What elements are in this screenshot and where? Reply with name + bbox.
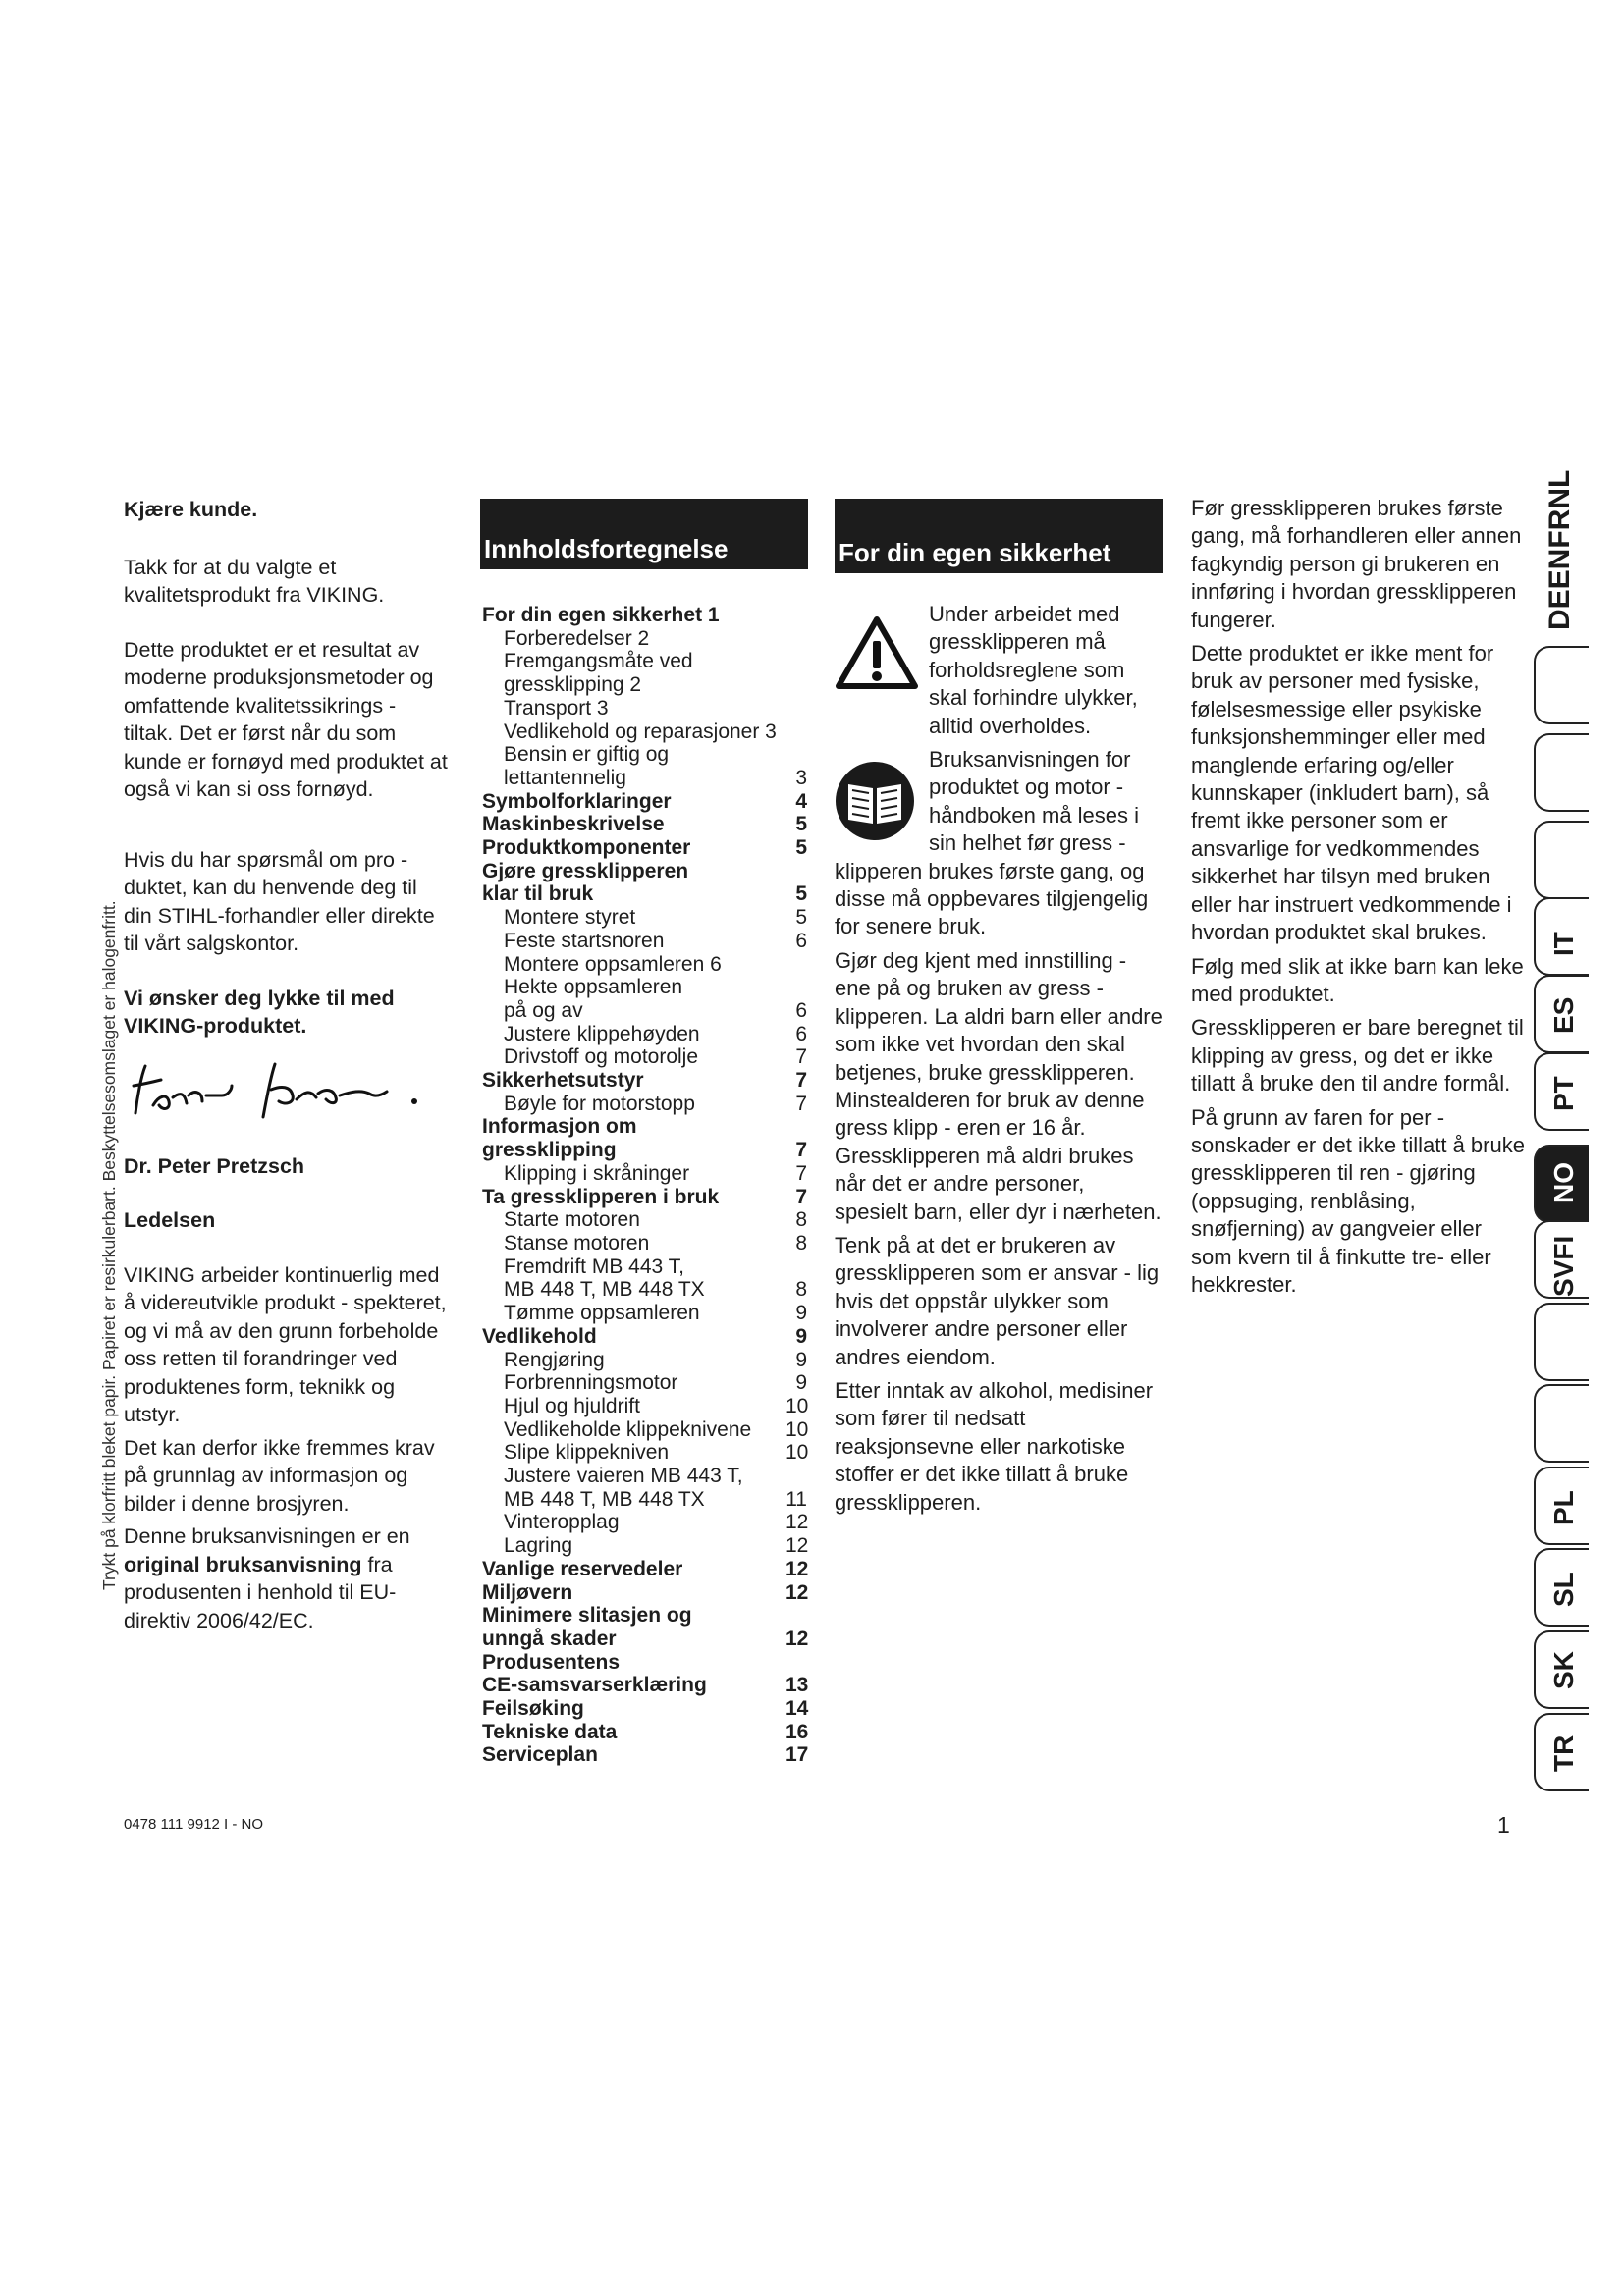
toc-entry-title: Lagring	[504, 1534, 573, 1558]
toc-entry-page	[785, 976, 807, 999]
letter-p5: Det kan derfor ikke fremmes krav på grunnlag av informasjon og bilder i denne brosjyren.	[124, 1435, 435, 1516]
toc-entry-page	[785, 1465, 807, 1488]
toc-entry	[482, 1045, 807, 1069]
toc-entry-title: gressklipping	[482, 1139, 617, 1162]
toc-entry	[482, 650, 807, 673]
toc-entry-title: Feste startsnoren	[504, 929, 665, 952]
toc-entry	[482, 790, 807, 814]
letter-p4: VIKING arbeider kontinuerlig med å videreutvikle produkt - spekteret, og vi må av den grunn forbeholde oss retten til forandringer ved produktenes form, teknikk og utstyr.	[124, 1262, 447, 1426]
language-tab[interactable]	[1534, 897, 1589, 976]
toc-entry	[482, 697, 807, 721]
language-tab[interactable]	[1534, 1467, 1589, 1545]
language-tab-label: NO	[1548, 1162, 1579, 1203]
toc-entry-page	[785, 953, 807, 977]
greeting: Kjære kunde.	[124, 498, 258, 521]
language-tab[interactable]	[1534, 1384, 1589, 1463]
toc-entry-page: 11	[785, 1487, 807, 1511]
language-tab-label: IT	[1548, 932, 1579, 956]
toc-entry-title: Maskinbeskrivelse	[482, 813, 665, 836]
language-tab-label: PT	[1548, 1076, 1579, 1111]
col4-p5: På grunn av faren for per - sonskader er det ikke tillatt å bruke gressklipperen til ren - gjøring (oppsuging, renblåsing, snøfjerning) av gangveier eller som kvern til å finkutte tre- eller hekkrester.	[1191, 1104, 1525, 1297]
document-code: 0478 111 9912 I - NO	[124, 1816, 264, 1833]
toc-entry-title: Produktkomponenter	[482, 836, 691, 860]
table-of-contents	[482, 604, 807, 1767]
toc-entry-page	[785, 1604, 807, 1628]
toc-entry-title: Serviceplan	[482, 1743, 598, 1767]
safety-p5: Etter inntak av alkohol, medisiner som fører til nedsatt reaksjonsevne eller narkotiske stoffer er det ikke tillatt å bruke gressklipperen.	[835, 1377, 1154, 1515]
toc-entry	[482, 1581, 807, 1605]
toc-entry-page: 5	[795, 906, 807, 930]
safety-column-2	[1191, 495, 1525, 1305]
toc-entry-title: Klipping i skråninger	[504, 1161, 690, 1185]
col4-p4: Gressklipperen er bare beregnet til klipping av gress, og det er ikke tillatt å bruke den til andre formål.	[1191, 1015, 1524, 1096]
toc-entry	[482, 1721, 807, 1744]
toc-entry-page: 8	[795, 1208, 807, 1232]
toc-entry-page: 6	[795, 998, 807, 1022]
language-tab[interactable]	[1534, 1220, 1589, 1299]
toc-entry	[482, 1093, 807, 1116]
toc-entry-page: 7	[795, 1161, 807, 1185]
toc-entry	[482, 1511, 807, 1534]
toc-entry-page: 7	[795, 1069, 807, 1093]
toc-entry-title: gressklipping 2	[504, 673, 642, 697]
toc-entry	[482, 767, 807, 790]
toc-entry-title: Montere oppsamleren 6	[504, 952, 722, 976]
toc-entry-title: Bøyle for motorstopp	[504, 1092, 695, 1115]
toc-entry-title: Minimere slitasjen og	[482, 1604, 692, 1628]
toc-entry-page: 7	[795, 1045, 807, 1069]
toc-entry-page	[785, 860, 807, 883]
toc-entry	[482, 953, 807, 977]
toc-entry-title: Bensin er giftig og	[504, 743, 670, 767]
toc-entry-page: 13	[785, 1674, 809, 1697]
toc-entry-title: MB 448 T, MB 448 TX	[504, 1278, 705, 1302]
toc-entry-title: Hjul og hjuldrift	[504, 1394, 640, 1417]
toc-entry	[482, 673, 807, 697]
safety-p1: Under arbeidet med gressklipperen må forholdsreglene som skal forhindre ulykker, alltid overholdes.	[929, 602, 1138, 738]
toc-entry-title: Vedlikehold og reparasjoner 3	[504, 720, 777, 743]
language-tab[interactable]	[1534, 1630, 1589, 1709]
toc-entry-title: Ta gressklipperen i bruk	[482, 1185, 720, 1208]
toc-entry	[482, 743, 807, 767]
toc-entry-page: 12	[785, 1557, 809, 1580]
toc-entry-page: 6	[795, 929, 807, 952]
toc-entry-title: Informasjon om	[482, 1115, 637, 1139]
letter-p2: Dette produktet er et resultat av moderne produksjonsmetoder og omfattende kvalitetssikrings - tiltak. Det er først når du som kunde er fornøyd med produktet at også vi kan si oss fornøyd.	[124, 637, 448, 801]
toc-entry	[482, 1255, 807, 1279]
language-tab-label: TR	[1548, 1735, 1579, 1772]
toc-entry	[482, 1465, 807, 1488]
toc-entry-page: 12	[785, 1627, 809, 1650]
toc-entry-page: 7	[795, 1139, 807, 1162]
language-tab[interactable]	[1534, 1052, 1589, 1131]
toc-entry	[482, 1628, 807, 1651]
toc-entry-page: 3	[795, 766, 807, 789]
signature-image	[124, 1046, 448, 1135]
toc-entry-title: Stanse motoren	[504, 1231, 650, 1255]
toc-entry-title: Tømme oppsamleren	[504, 1302, 700, 1325]
toc-entry-title: Produsentens	[482, 1650, 621, 1674]
safety-text	[835, 601, 1163, 1522]
toc-entry-title: Feilsøking	[482, 1697, 584, 1721]
toc-entry-page: 10	[785, 1394, 809, 1417]
toc-entry-title: Starte motoren	[504, 1208, 640, 1232]
language-tab-label: ES	[1548, 996, 1579, 1034]
letter-p6-b: fra produsenten i henhold til EU-direktiv 2006/42/EC.	[124, 1552, 397, 1632]
toc-entry	[482, 1208, 807, 1232]
language-tab[interactable]	[1534, 1145, 1589, 1223]
toc-entry-page	[785, 650, 807, 673]
language-tab[interactable]	[1534, 1548, 1589, 1627]
toc-entry-page: 12	[785, 1511, 809, 1534]
toc-entry-page	[785, 673, 807, 697]
language-tab-label: SVFI	[1548, 1235, 1579, 1297]
toc-entry	[482, 860, 807, 883]
toc-entry-title: unngå skader	[482, 1627, 617, 1650]
toc-entry	[482, 1441, 807, 1465]
language-tab-label: SL	[1548, 1572, 1579, 1607]
toc-entry-page: 5	[795, 836, 807, 860]
safety-p2-rest: klipperen brukes første gang, og disse må oppbevares tilgjengelig for senere bruk.	[835, 858, 1149, 939]
col4-p3: Følg med slik at ikke barn kan leke med produktet.	[1191, 953, 1524, 1006]
toc-entry	[482, 836, 807, 860]
toc-entry	[482, 1558, 807, 1581]
letter-wish: Vi ønsker deg lykke til med VIKING-produktet.	[124, 986, 395, 1038]
letter-p3: Hvis du har spørsmål om pro - duktet, kan du henvende deg til din STIHL-forhandler eller direkte til vårt salgskontor.	[124, 847, 435, 955]
letter-p1: Takk for at du valgte et kvalitetsprodukt fra VIKING.	[124, 555, 385, 607]
letter-column	[124, 496, 448, 1639]
toc-entry-page: 7	[795, 1092, 807, 1115]
toc-entry-title: Vedlikehold	[482, 1324, 597, 1348]
toc-entry	[482, 1534, 807, 1558]
toc-entry-page	[785, 743, 807, 767]
toc-entry-page: 16	[785, 1720, 809, 1743]
toc-entry-page: 14	[785, 1697, 809, 1721]
toc-entry	[482, 999, 807, 1023]
toc-entry-page	[785, 697, 807, 721]
toc-entry-page	[785, 721, 807, 744]
toc-entry	[482, 1651, 807, 1675]
toc-entry-page: 5	[795, 813, 807, 836]
toc-header	[480, 499, 808, 569]
toc-entry-page	[785, 1255, 807, 1279]
language-tab[interactable]	[1534, 733, 1589, 812]
toc-entry-title: Sikkerhetsutstyr	[482, 1069, 644, 1093]
toc-entry-title: Vanlige reservedeler	[482, 1557, 683, 1580]
toc-entry-title: Justere vaieren MB 443 T,	[504, 1465, 743, 1488]
toc-entry	[482, 1139, 807, 1162]
safety-p3: Gjør deg kjent med innstilling - ene på og bruken av gress - klipperen. La aldri barn eller andre som ikke vet hvordan den skal betjenes, bruke gressklipperen. Minstealderen for bruk av denne gress klipp - eren er 16 år. Gressklipperen må aldri brukes når det er andre personer, spesielt barn, eller dyr i nærheten.	[835, 947, 1163, 1224]
toc-entry	[482, 604, 807, 627]
toc-entry-title: Slipe klippekniven	[504, 1441, 670, 1465]
language-tab-label: SK	[1548, 1651, 1579, 1689]
toc-entry-title: klar til bruk	[482, 882, 594, 906]
toc-entry-page: 12	[785, 1580, 809, 1604]
toc-entry-page: 17	[785, 1743, 809, 1767]
side-note: Trykt på klorfritt bleket papir. Papiret er resirkulerbart. Beskyttelsesomslaget er halogenfritt.	[99, 900, 119, 1590]
toc-entry-title: Forberedelser 2	[504, 626, 650, 650]
toc-entry	[482, 1488, 807, 1512]
toc-entry	[482, 1349, 807, 1372]
toc-entry-title: Gjøre gressklipperen	[482, 859, 689, 882]
toc-entry-page: 5	[795, 882, 807, 906]
toc-entry-title: Symbolforklaringer	[482, 789, 672, 813]
toc-title: Innholdsfortegnelse	[484, 534, 729, 563]
toc-entry	[482, 976, 807, 999]
toc-entry-page	[785, 604, 807, 627]
toc-entry	[482, 1023, 807, 1046]
language-tab[interactable]	[1534, 1713, 1589, 1791]
toc-entry-title: Miljøvern	[482, 1580, 573, 1604]
toc-entry	[482, 1302, 807, 1325]
toc-entry-page	[785, 1115, 807, 1139]
toc-entry	[482, 1418, 807, 1442]
toc-entry	[482, 1232, 807, 1255]
language-tab[interactable]	[1534, 975, 1589, 1053]
toc-entry-page: 10	[785, 1441, 809, 1465]
toc-entry-title: Fremgangsmåte ved	[504, 650, 693, 673]
toc-entry-title: lettantennelig	[504, 766, 626, 789]
toc-entry-page	[785, 627, 807, 651]
toc-entry-page: 10	[785, 1417, 809, 1441]
toc-entry-title: Forbrenningsmotor	[504, 1371, 678, 1395]
letter-p6	[124, 1522, 448, 1634]
toc-entry-title: Montere styret	[504, 906, 636, 930]
safety-p4: Tenk på at det er brukeren av gressklipperen som er ansvar - lig hvis det oppstår ulykker som involverer andre personer eller andres eiendom.	[835, 1232, 1160, 1369]
language-tab[interactable]	[1534, 1303, 1589, 1381]
toc-entry	[482, 906, 807, 930]
toc-entry-page: 9	[795, 1324, 807, 1348]
toc-entry	[482, 882, 807, 906]
toc-entry	[482, 1115, 807, 1139]
toc-entry	[482, 1069, 807, 1093]
toc-entry	[482, 1162, 807, 1186]
toc-entry-title: på og av	[504, 998, 583, 1022]
safety-header	[835, 499, 1163, 573]
toc-entry	[482, 1371, 807, 1395]
toc-entry-page: 9	[795, 1371, 807, 1395]
toc-entry-page: 9	[795, 1302, 807, 1325]
toc-entry-title: Rengjøring	[504, 1348, 605, 1371]
letter-p6-bold: original bruksanvisning	[124, 1552, 362, 1576]
toc-entry-title: Transport 3	[504, 696, 609, 720]
col4-p2: Dette produktet er ikke ment for bruk av personer med fysiske, følelsesmessige eller psykiske funksjonshemminger eller med manglende erfaring og/eller kunnskaper (inkludert barn), så fremt ikke personer som er ansvarlige for vedkommendes sikkerhet har tilsyn med bruken eller har instruert vedkommende i hvordan produktet skal brukes.	[1191, 641, 1512, 945]
toc-entry-page: 4	[795, 789, 807, 813]
signer-name: Dr. Peter Pretzsch	[124, 1153, 305, 1178]
toc-entry	[482, 813, 807, 836]
toc-entry-page: 8	[795, 1231, 807, 1255]
lang-top-labels: DEENFRNL	[1543, 469, 1576, 630]
toc-entry	[482, 1604, 807, 1628]
toc-entry-title: Drivstoff og motorolje	[504, 1045, 699, 1069]
toc-entry-title: CE-samsvarserklæring	[482, 1674, 707, 1697]
signer-role: Ledelsen	[124, 1208, 216, 1232]
toc-entry-title: Justere klippehøyden	[504, 1022, 700, 1045]
col4-p1: Før gressklipperen brukes første gang, må forhandleren eller annen fagkyndig person gi brukeren en innføring i hvordan gressklipperen fungerer.	[1191, 496, 1522, 632]
page-number: 1	[1497, 1812, 1510, 1838]
toc-entry	[482, 1186, 807, 1209]
toc-entry-title: For din egen sikkerhet 1	[482, 604, 720, 626]
letter-p6-a: Denne bruksanvisningen er en	[124, 1524, 410, 1548]
toc-entry-page: 7	[795, 1185, 807, 1208]
language-tab-label: PL	[1548, 1490, 1579, 1525]
safety-title: For din egen sikkerhet	[839, 538, 1111, 567]
toc-entry	[482, 627, 807, 651]
safety-p2-indent: Bruksanvisningen for produktet og motor - håndboken må leses i sin helhet før gress -	[929, 747, 1140, 856]
toc-entry-page: 12	[785, 1534, 809, 1558]
toc-entry-title: Vedlikeholde klippeknivene	[504, 1417, 752, 1441]
toc-entry-page	[785, 1651, 807, 1675]
toc-entry	[482, 1743, 807, 1767]
toc-entry	[482, 1325, 807, 1349]
toc-entry	[482, 1278, 807, 1302]
toc-entry-title: Fremdrift MB 443 T,	[504, 1255, 684, 1278]
language-tab[interactable]	[1534, 821, 1589, 899]
toc-entry	[482, 721, 807, 744]
toc-entry	[482, 1697, 807, 1721]
toc-entry-title: Tekniske data	[482, 1720, 618, 1743]
toc-entry-title: Hekte oppsamleren	[504, 976, 683, 999]
language-tab[interactable]	[1534, 646, 1589, 724]
toc-entry-page: 8	[795, 1278, 807, 1302]
toc-entry	[482, 1674, 807, 1697]
toc-entry-page: 6	[795, 1022, 807, 1045]
toc-entry	[482, 930, 807, 953]
toc-entry-page: 9	[795, 1348, 807, 1371]
toc-entry-title: MB 448 T, MB 448 TX	[504, 1487, 705, 1511]
toc-entry-title: Vinteropplag	[504, 1511, 620, 1534]
toc-entry	[482, 1395, 807, 1418]
